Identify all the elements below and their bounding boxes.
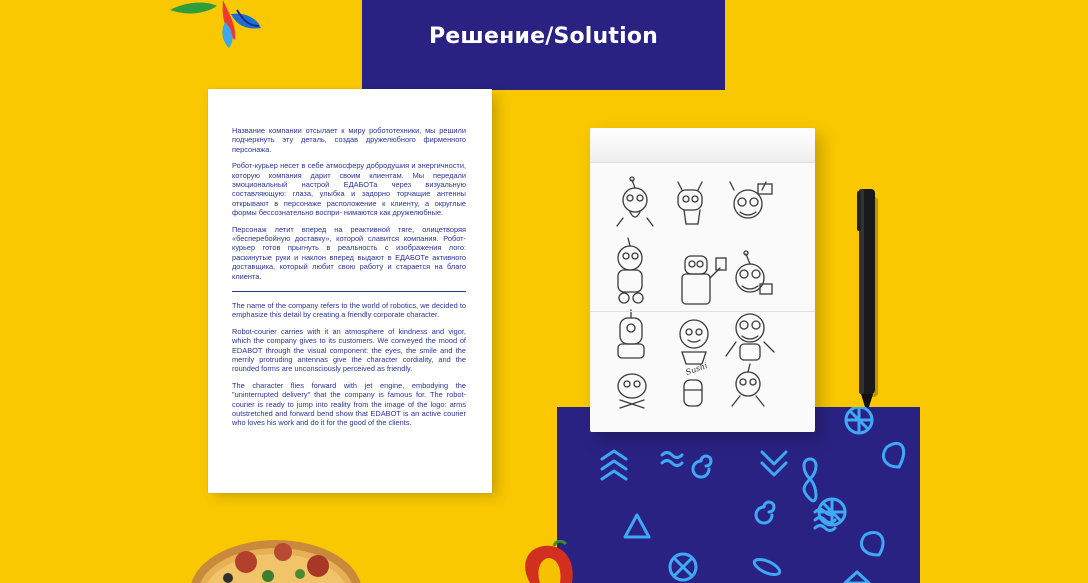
robot-sketches (590, 128, 815, 432)
ru-paragraph: Робот-курьер несет в себе атмосферу добродушия и энергичности, которую компания дарит своим клиентам. Мы передали эмоциональный настрой ЕДАБОТа через визуальную составляющую: глаза, улыбка и задорно торчащие антенны открывают в персонаже расположение к клиенту, а округлые формы бессознательно воспри- нимаются как дружелюбные. (232, 161, 466, 218)
chevrons-icon (762, 452, 786, 475)
sketchpad-fold (590, 128, 815, 163)
robot-sketch (678, 182, 702, 224)
wheel-icon (846, 407, 872, 433)
chevrons-icon (602, 451, 626, 479)
robot-sketch (618, 374, 646, 408)
wheel-icon (670, 554, 696, 580)
robot-sketch (732, 364, 764, 406)
leaf-illustration (165, 0, 265, 50)
en-paragraph: Robot-courier carries with it an atmosphere of kindness and vigor, which the company gives to its customers. We conveyed the mood of EDABOT through the visual component: the eyes, the smile and the merrily protruding antennas give the character cordiality, and the rounded forms are unconsciously perceived as friendly. (232, 326, 466, 374)
leaf-icon (883, 443, 903, 467)
document-en-text (232, 301, 466, 435)
infinity-icon (804, 459, 816, 501)
page-title: Решение/Solution (428, 24, 659, 49)
sketchpad (590, 128, 815, 432)
ru-paragraph: Название компании отсылает к миру робототехники, мы решили подчеркнуть эту деталь, создав дружелюбного фирменного персонажа. (232, 126, 466, 154)
pizza-icon (188, 522, 363, 583)
pepper-icon (510, 540, 590, 583)
robot-sketch (682, 256, 726, 304)
ru-paragraph: Персонаж летит вперед на реактивной тяге, олицетворяя «бесперебойную доставку», которой славится компания. Робот-курьер готов прыгнуть в реальность с изображения лого: раскинутые руки и наклон вперед выдают в ЕДАБОТе активного доставщика, который любит свою работу и старается на благо клиента. (232, 224, 466, 281)
robot-sketch (617, 177, 653, 226)
en-paragraph: The character flies forward with jet engine, embodying the "uninterrupted delivery" that the company is famous for. The robot-courier is ready to jump into reality from the image of the logo: arms outstretched and forward bend show that EDABOT is an active courier who loves his work and do it for the good of the clients. (232, 380, 466, 428)
robot-sketch (736, 251, 772, 294)
robot-sketch (726, 314, 774, 360)
leaf-icon (861, 532, 883, 555)
robot-sketch (730, 182, 772, 218)
triangle-icon (845, 572, 869, 583)
infinity-icon (754, 560, 779, 575)
robot-sketch (618, 310, 644, 358)
sketch-label: Sushi (684, 360, 709, 378)
wheel-icon (819, 499, 845, 525)
en-paragraph: The name of the company refers to the world of robotics, we decided to emphasize this detail by creating a friendly corporate character. (232, 301, 466, 320)
robot-sketch (618, 238, 643, 303)
spiral-icon (756, 502, 774, 523)
marker-icon (850, 187, 884, 409)
document-divider (232, 291, 466, 292)
spiral-icon (693, 456, 711, 477)
robot-sketch (680, 320, 708, 364)
sketchpad-crease (590, 311, 815, 312)
triangle-icon (625, 515, 649, 537)
document-ru-text (232, 126, 466, 288)
wave-icon (662, 453, 682, 466)
robot-sketch (684, 380, 702, 406)
document-sheet (208, 89, 492, 493)
